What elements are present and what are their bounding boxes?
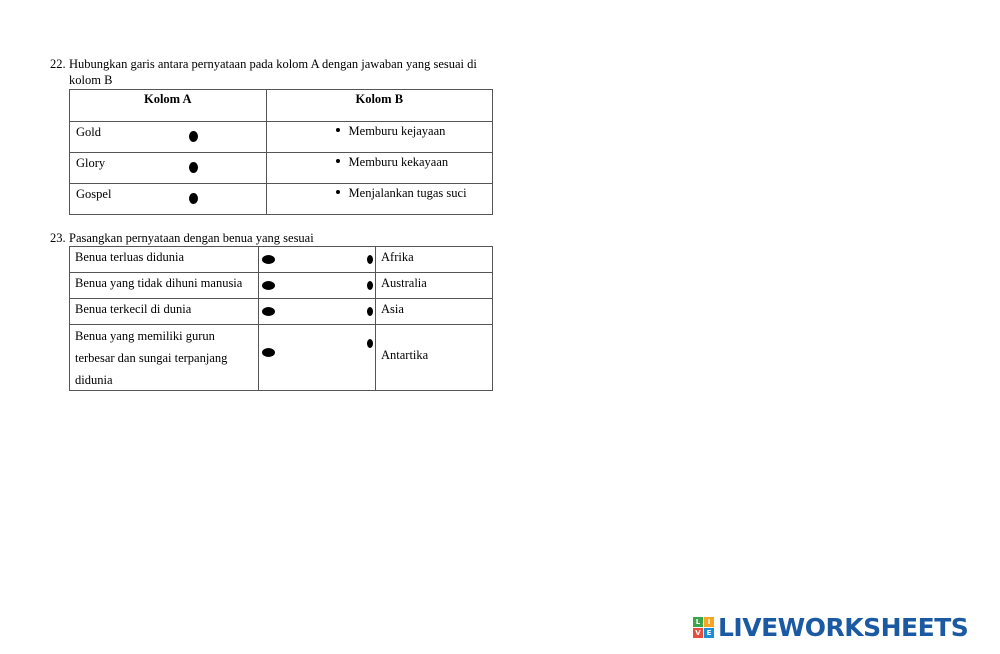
statement-line: Benua yang memiliki gurun xyxy=(75,329,215,343)
table-row xyxy=(70,273,493,299)
match-dot-left[interactable] xyxy=(189,131,198,142)
continent-answer: Afrika xyxy=(381,250,414,264)
kolom-a-item: Glory xyxy=(76,156,106,170)
kolom-a-item: Gold xyxy=(76,125,101,139)
logo-square: E xyxy=(704,628,714,638)
logo-square: I xyxy=(704,617,714,627)
statement-text: Benua terkecil di dunia xyxy=(75,302,192,316)
statement-line: terbesar dan sungai terpanjang xyxy=(75,351,228,365)
match-dot-left[interactable] xyxy=(189,162,198,173)
statement-text: Benua terluas didunia xyxy=(75,250,184,264)
liveworksheets-logo xyxy=(693,612,968,642)
continent-answer: Asia xyxy=(381,302,404,316)
bullet-icon xyxy=(336,190,340,194)
match-dot-left[interactable] xyxy=(262,281,275,290)
table-row xyxy=(70,299,493,325)
table-row xyxy=(70,247,493,273)
kolom-a-item: Gospel xyxy=(76,187,112,201)
kolom-b-item: Memburu kekayaan xyxy=(348,155,449,169)
table-row xyxy=(70,122,493,153)
matching-table-23 xyxy=(69,246,493,391)
statement-text xyxy=(75,325,227,391)
table-row xyxy=(70,153,493,184)
match-dot-left[interactable] xyxy=(262,307,275,316)
match-dot-right[interactable] xyxy=(367,339,373,348)
header-kolom-a: Kolom A xyxy=(70,90,267,122)
match-dot-left[interactable] xyxy=(262,255,275,264)
question-number: 23. xyxy=(50,231,66,245)
statement-text: Benua yang tidak dihuni manusia xyxy=(75,276,243,290)
continent-answer: Australia xyxy=(381,276,427,290)
question-22 xyxy=(50,56,500,88)
logo-icon xyxy=(693,617,714,638)
question-23 xyxy=(50,230,500,246)
kolom-b-item: Memburu kejayaan xyxy=(348,124,446,138)
logo-square: V xyxy=(693,628,703,638)
question-number: 22. xyxy=(50,57,66,71)
header-kolom-b: Kolom B xyxy=(266,90,492,122)
bullet-icon xyxy=(336,159,340,163)
match-dot-left[interactable] xyxy=(262,348,275,357)
bullet-icon xyxy=(336,128,340,132)
match-dot-right[interactable] xyxy=(367,255,373,264)
question-text: Pasangkan pernyataan dengan benua yang sesuai xyxy=(69,231,314,245)
table-row xyxy=(70,325,493,391)
statement-line: didunia xyxy=(75,373,113,387)
logo-square: L xyxy=(693,617,703,627)
table-row xyxy=(70,184,493,215)
match-dot-right[interactable] xyxy=(367,307,373,316)
continent-answer: Antartika xyxy=(381,348,429,362)
matching-table-22 xyxy=(69,89,493,215)
match-dot-right[interactable] xyxy=(367,281,373,290)
logo-text: LIVEWORKSHEETS xyxy=(718,612,969,642)
kolom-b-item: Menjalankan tugas suci xyxy=(348,186,467,200)
match-dot-left[interactable] xyxy=(189,193,198,204)
question-text: Hubungkan garis antara pernyataan pada kolom A dengan jawaban yang sesuai di kolom B xyxy=(69,57,477,87)
